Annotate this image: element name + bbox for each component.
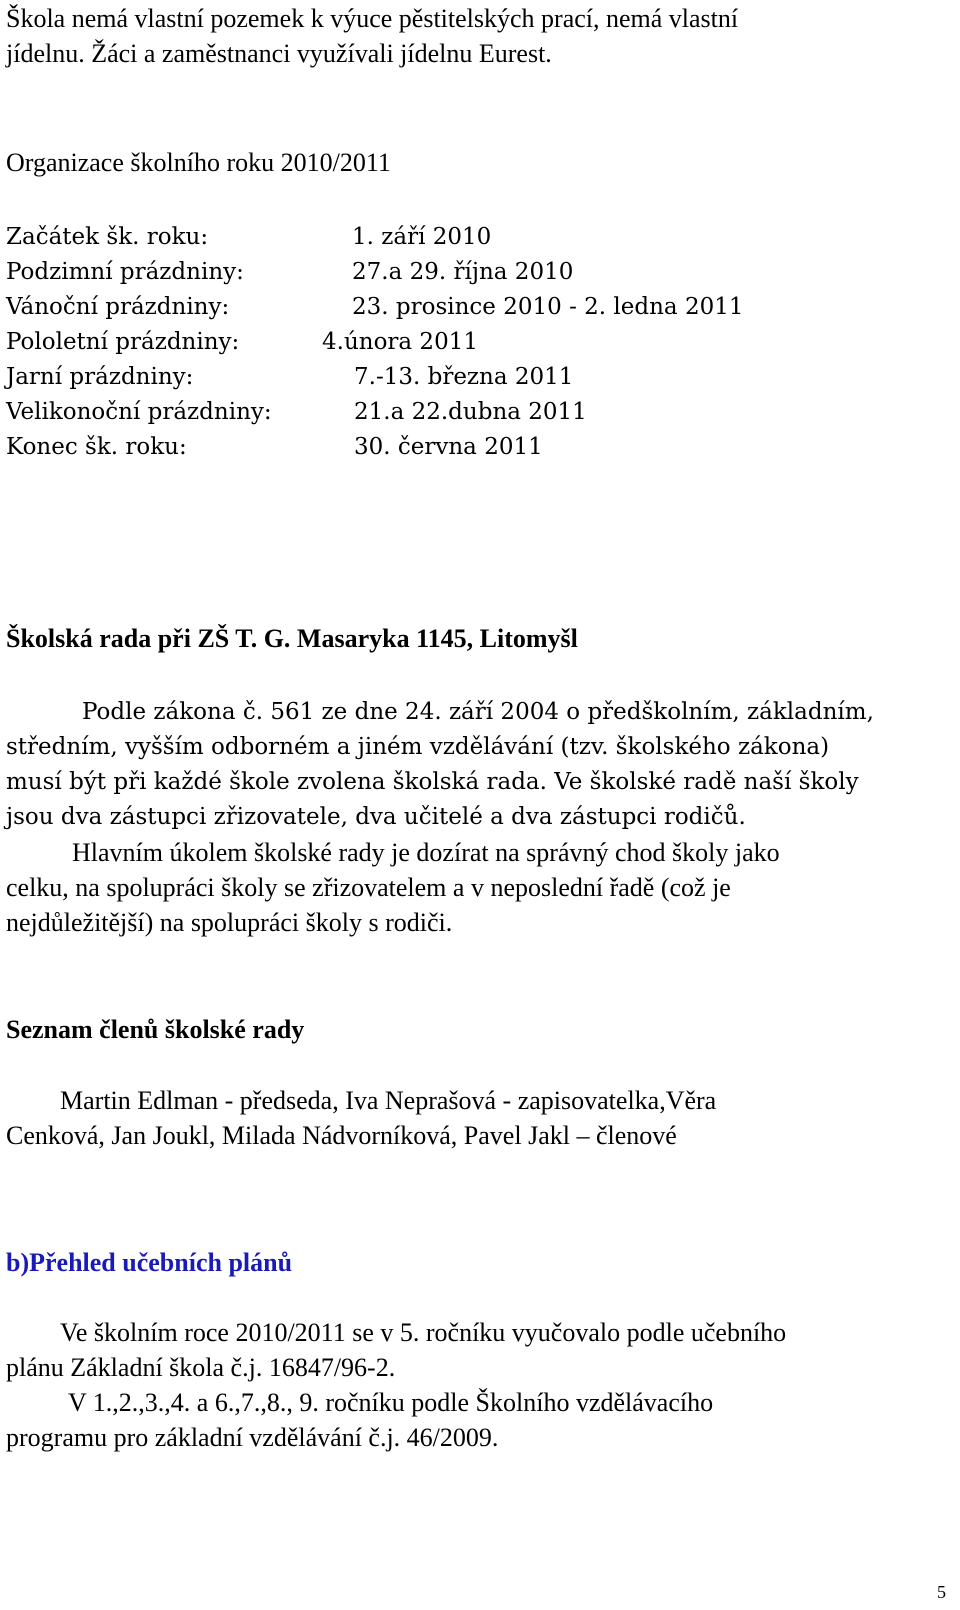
- schedule-value-start: 1. září 2010: [352, 224, 492, 250]
- schedule-label-midterm: Pololetní prázdniny:: [6, 329, 240, 355]
- school-board-para1-line-4: jsou dva zástupci zřizovatele, dva učitelé a dva zástupci rodičů.: [6, 804, 746, 830]
- schedule-value-end: 30. června 2011: [354, 434, 543, 460]
- school-board-para2-line-2: celku, na spolupráci školy se zřizovatelem a v neposlední řadě (což je: [6, 873, 731, 902]
- schedule-label-spring: Jarní prázdniny:: [6, 364, 194, 390]
- school-board-para1-line-1: Podle zákona č. 561 ze dne 24. září 2004 o předškolním, základním,: [82, 699, 874, 725]
- schedule-label-autumn: Podzimní prázdniny:: [6, 259, 244, 285]
- schedule-value-autumn: 27.a 29. října 2010: [352, 259, 574, 285]
- schedule-value-midterm: 4.února 2011: [322, 329, 478, 355]
- organization-heading: Organizace školního roku 2010/2011: [6, 148, 391, 177]
- school-board-para2-line-3: nejdůležitější) na spolupráci školy s rodiči.: [6, 908, 453, 937]
- schedule-label-start: Začátek šk. roku:: [6, 224, 209, 250]
- curriculum-line-3: V 1.,2.,3.,4. a 6.,7.,8., 9. ročníku podle Školního vzdělávacího: [68, 1388, 714, 1417]
- schedule-label-christmas: Vánoční prázdniny:: [6, 294, 230, 320]
- schedule-value-christmas: 23. prosince 2010 - 2. ledna 2011: [352, 294, 744, 320]
- curriculum-heading: b)Přehled učebních plánů: [6, 1248, 293, 1277]
- curriculum-line-4: programu pro základní vzdělávání č.j. 46/2009.: [6, 1423, 499, 1452]
- school-board-para2-line-1: Hlavním úkolem školské rady je dozírat na správný chod školy jako: [72, 838, 780, 867]
- school-board-heading: Školská rada při ZŠ T. G. Masaryka 1145, Litomyšl: [6, 624, 578, 653]
- members-line-1: Martin Edlman - předseda, Iva Neprašová - zapisovatelka,Věra: [60, 1086, 717, 1115]
- curriculum-line-1: Ve školním roce 2010/2011 se v 5. ročníku vyučovalo podle učebního: [60, 1318, 787, 1347]
- members-heading: Seznam členů školské rady: [6, 1015, 305, 1044]
- intro-line-2: jídelnu. Žáci a zaměstnanci využívali jídelnu Eurest.: [6, 39, 552, 68]
- schedule-label-end: Konec šk. roku:: [6, 434, 187, 460]
- schedule-label-easter: Velikonoční prázdniny:: [6, 399, 272, 425]
- members-line-2: Cenková, Jan Joukl, Milada Nádvorníková, Pavel Jakl – členové: [6, 1121, 677, 1150]
- school-board-para1-line-3: musí být při každé škole zvolena školská rada. Ve školské radě naší školy: [6, 769, 859, 795]
- page-number: 5: [937, 1582, 946, 1602]
- intro-line-1: Škola nemá vlastní pozemek k výuce pěstitelských prací, nemá vlastní: [6, 4, 739, 33]
- schedule-value-easter: 21.a 22.dubna 2011: [354, 399, 587, 425]
- schedule-value-spring: 7.-13. března 2011: [354, 364, 574, 390]
- school-board-para1-line-2: středním, vyšším odborném a jiném vzdělávání (tzv. školského zákona): [6, 734, 830, 760]
- curriculum-line-2: plánu Základní škola č.j. 16847/96-2.: [6, 1353, 396, 1382]
